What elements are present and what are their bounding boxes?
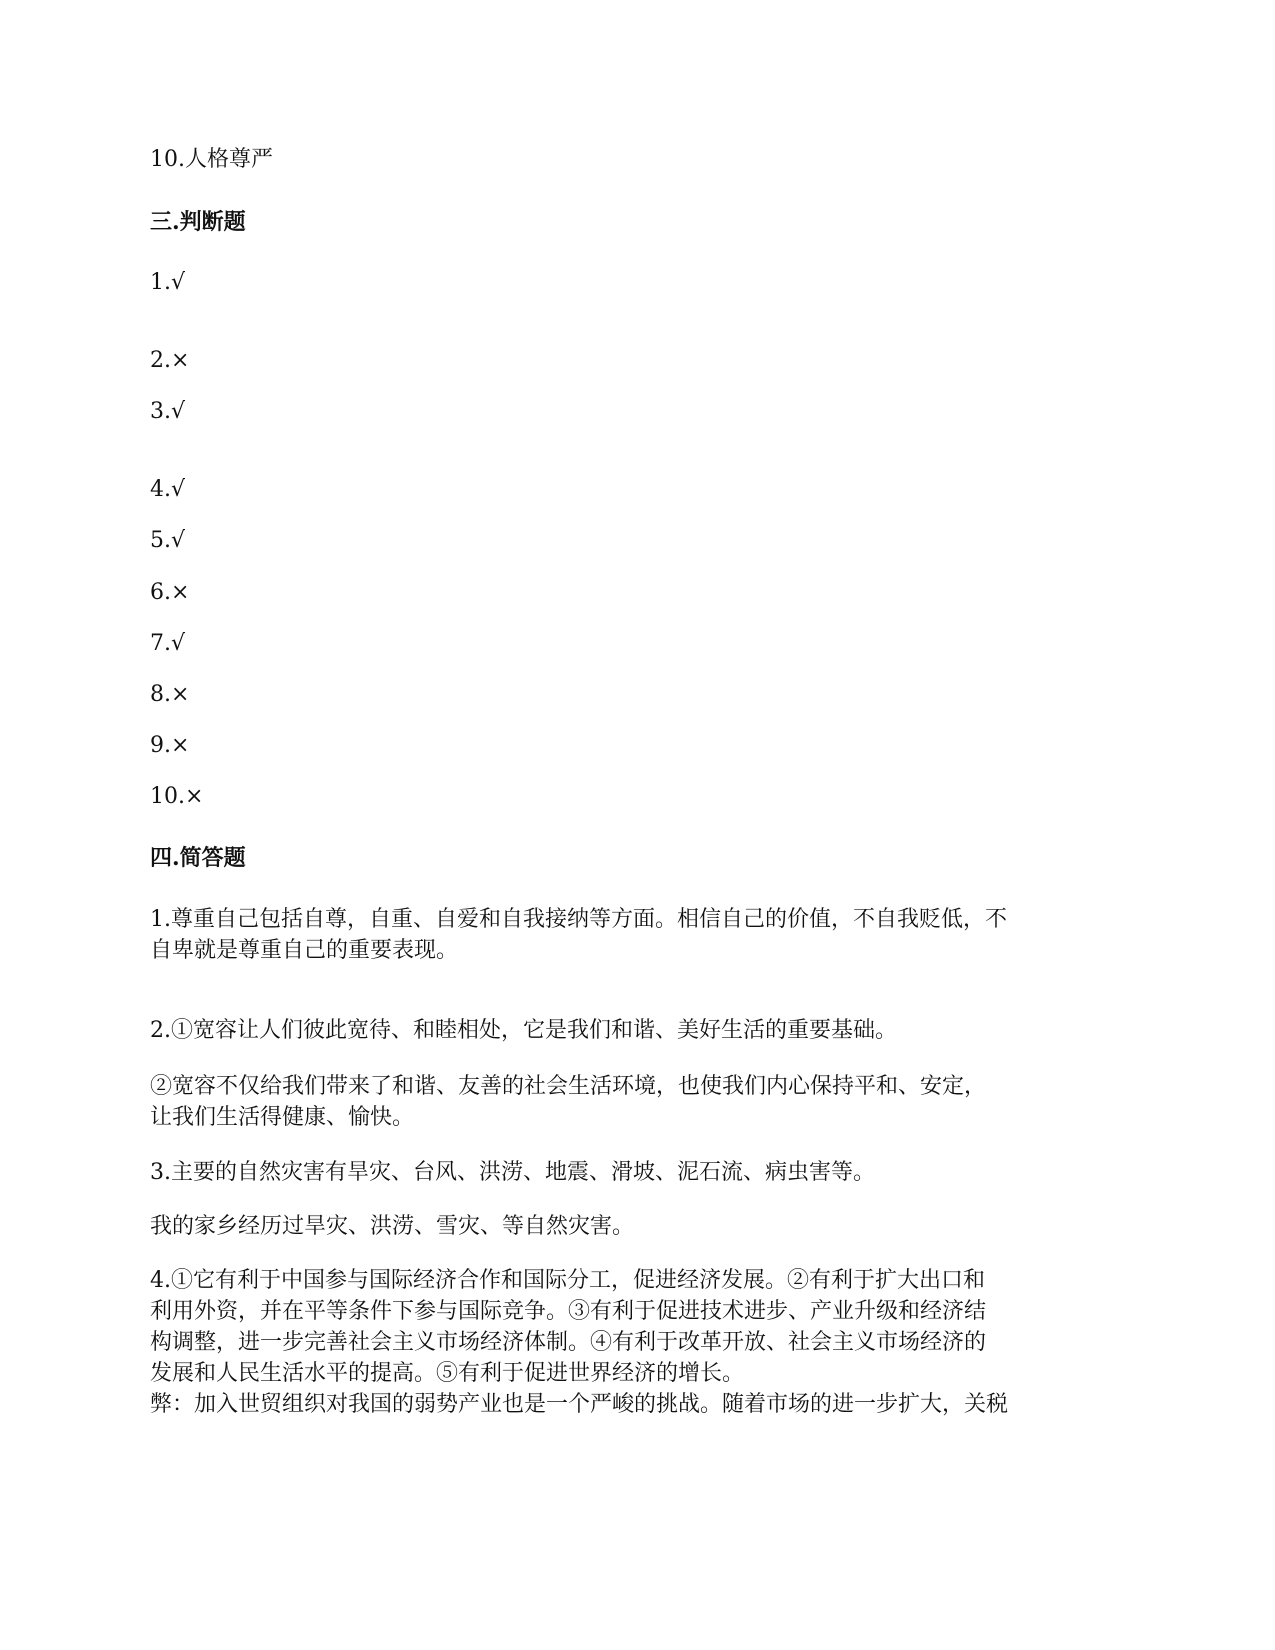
short-answer-1-line-1: 1.尊重自己包括自尊，自重、自爱和自我接纳等方面。相信自己的价值，不自我贬低，不 [150,907,1007,932]
short-answer-2-para2-line-1: ②宽容不仅给我们带来了和谐、友善的社会生活环境，也使我们内心保持平和、安定， [150,1074,987,1099]
judgement-answer-10: 10.× [150,784,204,809]
short-answer-4-line-5: 弊：加入世贸组织对我国的弱势产业也是一个严峻的挑战。随着市场的进一步扩大，关税 [150,1392,1009,1417]
judgement-answer-2: 2.× [150,348,190,373]
short-answer-1-line-2: 自卑就是尊重自己的重要表现。 [150,938,459,963]
judgement-answer-6: 6.× [150,580,190,605]
short-answer-4-line-2: 利用外资，并在平等条件下参与国际竞争。③有利于促进技术进步、产业升级和经济结 [150,1299,987,1324]
short-answer-3-line-1: 3.主要的自然灾害有旱灾、台风、洪涝、地震、滑坡、泥石流、病虫害等。 [150,1160,875,1185]
judgement-answer-5: 5.√ [150,528,186,553]
short-answer-4-line-1: 4.①它有利于中国参与国际经济合作和国际分工，促进经济发展。②有利于扩大出口和 [150,1268,985,1293]
fill-answer-10: 10.人格尊严 [150,147,273,172]
judgement-answer-9: 9.× [150,733,190,758]
judgement-answer-1: 1.√ [150,270,186,295]
short-answer-2-para2-line-2: 让我们生活得健康、愉快。 [150,1105,415,1130]
judgement-answer-4: 4.√ [150,477,186,502]
short-answer-4-line-4: 发展和人民生活水平的提高。⑤有利于促进世界经济的增长。 [150,1361,745,1386]
section-heading-short-answer: 四.简答题 [150,845,246,871]
judgement-answer-3: 3.√ [150,399,186,424]
short-answer-2-line-1: 2.①宽容让人们彼此宽待、和睦相处，它是我们和谐、美好生活的重要基础。 [150,1018,897,1043]
short-answer-3-para2-line-1: 我的家乡经历过旱灾、洪涝、雪灾、等自然灾害。 [150,1214,635,1239]
section-heading-judgement: 三.判断题 [150,209,246,235]
short-answer-4-line-3: 构调整，进一步完善社会主义市场经济体制。④有利于改革开放、社会主义市场经济的 [150,1330,987,1355]
judgement-answer-8: 8.× [150,682,190,707]
judgement-answer-7: 7.√ [150,631,186,656]
